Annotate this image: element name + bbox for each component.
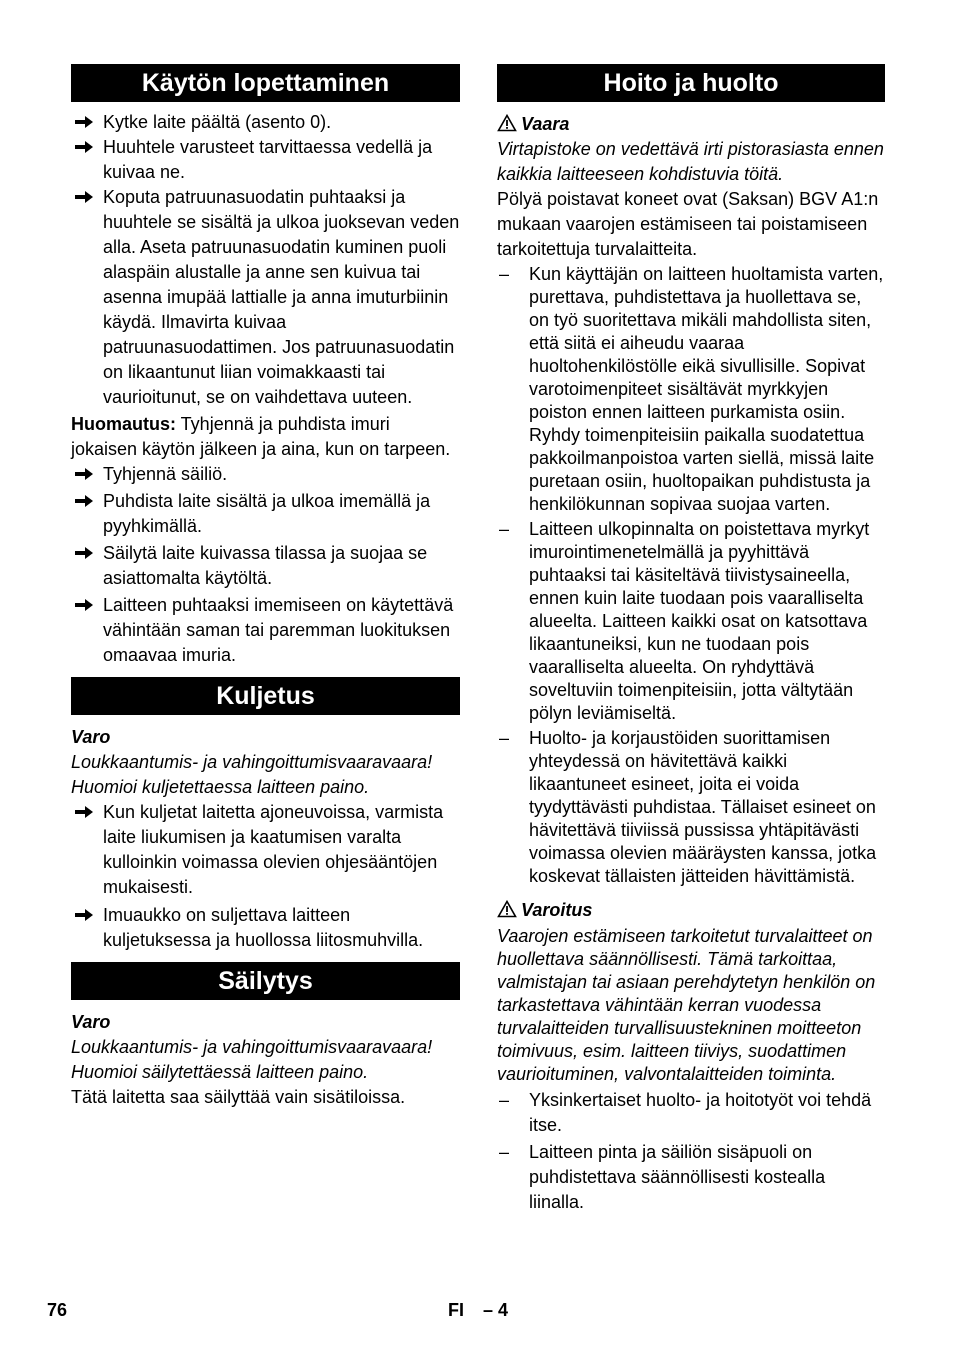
section-heading-kayton-lopettaminen: Käytön lopettaminen <box>71 64 460 102</box>
arrow-right-icon <box>74 467 94 481</box>
arrow-right-icon <box>74 140 94 154</box>
step-item: Kytke laite päältä (asento 0). <box>71 110 460 135</box>
dash-bullet: – <box>499 519 510 539</box>
caution-label: Varo <box>71 1012 111 1032</box>
arrow-right-icon <box>74 908 94 922</box>
caution-label: Varo <box>71 727 111 747</box>
step-item: Laitteen puhtaaksi imemiseen on käytettävä vähintään saman tai paremman luokituksen omaavaa imuria. <box>71 593 460 668</box>
caution-text: Loukkaantumis- ja vahingoittumisvaaravaara! Huomioi kuljetettaessa laitteen paino. <box>71 752 433 797</box>
warning-triangle-icon <box>497 114 517 132</box>
arrow-right-icon <box>74 546 94 560</box>
step-item: Säilytä laite kuivassa tilassa ja suojaa se asiattomalta käytöltä. <box>71 541 460 591</box>
step-item: Huuhtele varusteet tarvittaessa vedellä ja kuivaa ne. <box>71 135 460 185</box>
dash-item: – Yksinkertaiset huolto- ja hoitotyöt voi tehdä itse. <box>499 1090 872 1135</box>
step-item: Puhdista laite sisältä ja ulkoa imemällä ja pyyhkimällä. <box>71 489 460 539</box>
step-item: Tyhjennä säiliö. <box>71 462 460 487</box>
section-heading-kuljetus: Kuljetus <box>71 677 460 715</box>
section-heading-sailytys: Säilytys <box>71 962 460 1000</box>
storage-text: Tätä laitetta saa säilyttää vain sisätiloissa. <box>71 1087 406 1107</box>
arrow-right-icon <box>74 190 94 204</box>
step-item: Imuaukko on suljettava laitteen kuljetuksessa ja huollossa liitosmuhvilla. <box>71 903 460 953</box>
left-column <box>71 64 460 1110</box>
warning-label: Varoitus <box>497 898 885 923</box>
step-item: Koputa patruunasuodatin puhtaaksi ja huuhtele se sisältä ja ulkoa juoksevan veden alla. Aseta patruunasuodatin kuminen puoli alaspäin alustalle ja anne sen kuivua tai asenna imupää lattialle ja anna imuturbiinin käydä. Ilmavirta kuivaa patruunasuodattimen. Jos patruunasuodatin on likaantunut liian voimakkaasti tai vaurioitunut, se on vaihdettava uuteen. <box>71 185 460 410</box>
arrow-right-icon <box>74 494 94 508</box>
dash-item: – Kun käyttäjän on laitteen huoltamista varten, purettava, puhdistettava ja huollettava se, on työ suoritettava mikäli mahdollista siten, että siitä ei aiheudu vaaraa huoltohenkilöstölle eikä sivullisille. Sopivat varotoimenpiteet sisältävät myrkkyjen poiston ennen laitteen purkamista osiin. Ryhdy toimenpiteisiin paikalla suodatettua pakkoilmanpoistoa varten siellä, missä laite puretaan osiin, huoltopaikan puhdistusta ja henkilökunnan sopivaa suojaa varten. <box>499 264 884 514</box>
intro-paragraph: Pölyä poistavat koneet ovat (Saksan) BGV A1:n mukaan vaarojen estämiseen tai poistamiseen tarkoitettuja turvalaitteita. <box>497 189 879 259</box>
step-item: Kun kuljetat laitetta ajoneuvoissa, varmista laite liukumisen ja kaatumisen varalta kulloinkin voimassa olevien ohjesääntöjen mukaisesti. <box>71 800 460 900</box>
caution-text: Loukkaantumis- ja vahingoittumisvaaravaara! Huomioi säilytettäessä laitteen paino. <box>71 1037 433 1082</box>
warning-text: Vaarojen estämiseen tarkoitetut turvalaitteet on huollettava säännöllisesti. Tämä tarkoittaa, valmistajan tai asiaan perehdytetyn henkilön on tarkastettava vähintään kerran vuodessa turvalaitteiden turvallisuustekninen moitteeton toimivuus, esim. laitteen tiiviys, suodattimen vaurioituminen, valvontalaitteiden toiminta. <box>497 926 876 1084</box>
dash-item: – Huolto- ja korjaustöiden suorittamisen yhteydessä on hävitettävä kaikki likaantuneet esineet, joita ei voida tyydyttävästi puhdistaa. Tällaiset esineet on hävitettävä tiiviissä pussissa yhtäpitävästi voimassa olevien määräysten kanssa, jotka koskevat tällaisten jätteiden hävittämistä. <box>499 728 877 886</box>
dash-bullet: – <box>499 1090 510 1110</box>
note-label: Huomautus: <box>71 414 176 434</box>
arrow-right-icon <box>74 805 94 819</box>
page-number: 76 <box>47 1300 68 1320</box>
danger-label: Vaara <box>497 112 885 137</box>
section-heading-hoito-ja-huolto: Hoito ja huolto <box>497 64 885 102</box>
dash-bullet: – <box>499 1142 510 1162</box>
warning-triangle-icon <box>497 900 517 918</box>
dash-bullet: – <box>499 728 510 748</box>
dash-item: – Laitteen pinta ja säiliön sisäpuoli on puhdistettava säännöllisesti kostealla liinalla. <box>499 1142 826 1212</box>
arrow-right-icon <box>74 115 94 129</box>
arrow-right-icon <box>74 598 94 612</box>
footer-section-number: – 4 <box>483 1300 509 1320</box>
right-column <box>497 64 885 1215</box>
dash-bullet: – <box>499 264 510 284</box>
note-paragraph: Huomautus: Tyhjennä ja puhdista imuri jokaisen käytön jälkeen ja aina, kun on tarpeen. <box>71 414 451 459</box>
dash-item: – Laitteen ulkopinnalta on poistettava myrkyt imurointimenetelmällä ja pyyhittävä puhtaaksi tai käsiteltävä tiivistysaineella, ennen kuin laite tuodaan pois vaaralliselta alueelta. Laitteen kaikki osat on katsottava likaantuneiksi, kun ne tuodaan pois vaaralliselta alueelta. On ryhdyttävä soveltuviin toimenpiteisiin, jotta vältytään pölyn leviämiseltä. <box>499 519 870 723</box>
footer-language: FI <box>448 1300 464 1320</box>
danger-text: Virtapistoke on vedettävä irti pistorasiasta ennen kaikkia laitteeseen kohdistuvia töitä. <box>497 139 884 184</box>
